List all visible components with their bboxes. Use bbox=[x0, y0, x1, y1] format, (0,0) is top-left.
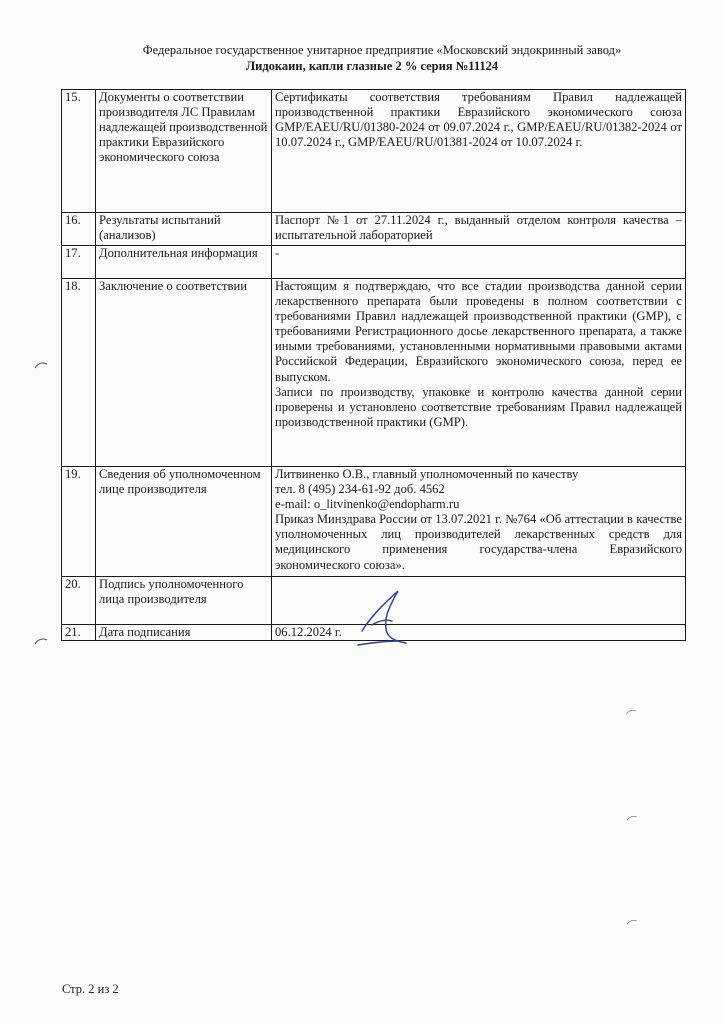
handwritten-signature bbox=[350, 585, 420, 655]
qp-order: Приказ Минздрава России от 13.07.2021 г. №764 «Об аттестации в качестве уполномоченных лиц производителей лекарственных средств для медицинского применения государства-члена Евразийского экономического союза». bbox=[275, 512, 682, 572]
organization-name: Федеральное государственное унитарное предприятие «Московский эндокринный завод» bbox=[142, 43, 622, 57]
row-number: 16. bbox=[62, 213, 96, 246]
table-row bbox=[62, 279, 686, 467]
row-value: 06.12.2024 г. bbox=[272, 625, 686, 641]
document-header bbox=[0, 42, 724, 74]
product-title: Лидокаин, капли глазные 2 % серия №11124 bbox=[245, 59, 499, 73]
row-label: Заключение о соответствии bbox=[96, 279, 272, 467]
row-value bbox=[272, 467, 686, 577]
qp-name: Литвиненко О.В., главный уполномоченный по качеству bbox=[275, 467, 579, 481]
row-number: 18. bbox=[62, 279, 96, 467]
row-number: 19. bbox=[62, 467, 96, 577]
row-label: Дополнительная информация bbox=[96, 246, 272, 279]
row-value bbox=[272, 279, 686, 467]
table-row bbox=[62, 90, 686, 213]
table-row bbox=[62, 467, 686, 577]
row-value: Сертификаты соответствия требованиям Правил надлежащей производственной практики Евразийского экономического союза GMP/EAEU/RU/01380-2024 от 09.07.2024 г., GMP/EAEU/RU/01382-2024 от 10.07.2024 г., GMP/EAEU/RU/01381-2024 от 10.07.2024 г. bbox=[272, 90, 686, 213]
row-number: 15. bbox=[62, 90, 96, 213]
scan-mark bbox=[626, 814, 638, 822]
scan-mark bbox=[625, 708, 637, 716]
row-label: Результаты испытаний (анализов) bbox=[96, 213, 272, 246]
certificate-table bbox=[61, 89, 686, 641]
page-number: Стр. 2 из 2 bbox=[62, 982, 119, 996]
row-value: - bbox=[272, 246, 686, 279]
row-number: 20. bbox=[62, 577, 96, 625]
row-number: 17. bbox=[62, 246, 96, 279]
table-row bbox=[62, 246, 686, 279]
row-number: 21. bbox=[62, 625, 96, 641]
signature-cell bbox=[272, 577, 686, 625]
qp-email: e-mail: o_litvinenko@endopharm.ru bbox=[275, 497, 460, 512]
row-label: Документы о соответствии производителя ЛС Правилам надлежащей производственной практики Евразийского экономического союза bbox=[96, 90, 272, 213]
row-label: Сведения об уполномоченном лице производителя bbox=[96, 467, 272, 577]
row-label: Дата подписания bbox=[96, 625, 272, 641]
conclusion-paragraph-2: Записи по производству, упаковке и контролю качества данной серии проверены и установлено соответствие требованиям Правил надлежащей производственной практики (GMP). bbox=[275, 384, 682, 429]
row-value: Паспорт №1 от 27.11.2024 г., выданный отделом контроля качества – испытательной лабораторией bbox=[272, 213, 686, 246]
scan-mark bbox=[34, 360, 48, 370]
scan-mark bbox=[34, 636, 48, 646]
table-row bbox=[62, 213, 686, 246]
qp-phone: тел. 8 (495) 234-61-92 доб. 4562 bbox=[275, 482, 445, 497]
conclusion-paragraph-1: Настоящим я подтверждаю, что все стадии производства данной серии лекарственного препарата были проведены в полном соответствии с требованиями Правил надлежащей производственной практики (GMP), с требованиями Регистрационного досье лекарственного препарата, а также иными требованиями, установленными нормативными правовыми актами Российской Федерации, Евразийского экономического союза, перед ее выпуском. bbox=[275, 279, 682, 384]
row-label: Подпись уполномоченного лица производителя bbox=[96, 577, 272, 625]
scan-mark bbox=[626, 918, 638, 926]
